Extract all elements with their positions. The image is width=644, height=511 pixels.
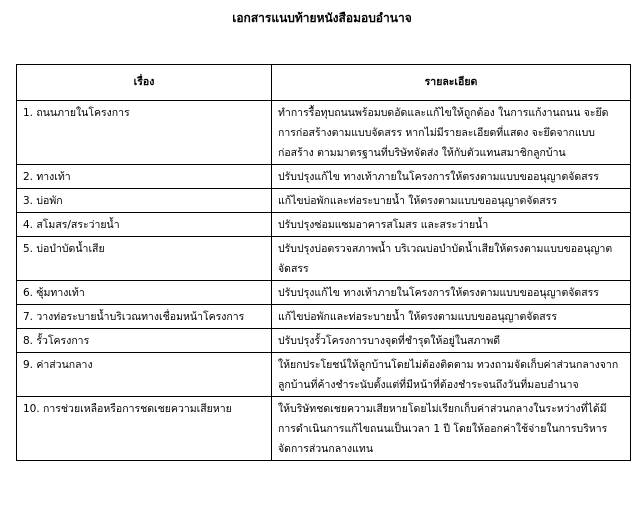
table-row: [17, 353, 631, 397]
table-header-row: [17, 65, 631, 101]
row-detail: ปรับปรุงซ่อมแซมอาคารสโมสร และสระว่ายน้ำ: [272, 213, 631, 237]
column-header-detail: รายละเอียด: [272, 65, 631, 101]
row-topic: 10. การช่วยเหลือหรือการชดเชยความเสียหาย: [17, 397, 272, 461]
table-row: [17, 397, 631, 461]
row-detail: ปรับปรุงแก้ไข ทางเท้าภายในโครงการให้ตรงตามแบบขออนุญาตจัดสรร: [272, 281, 631, 305]
row-detail: ปรับปรุงแก้ไข ทางเท้าภายในโครงการให้ตรงตามแบบขออนุญาตจัดสรร: [272, 165, 631, 189]
document-title: เอกสารแนบท้ายหนังสือมอบอำนาจ: [232, 11, 412, 25]
row-detail: ให้บริษัทชดเชยความเสียหายโดยไม่เรียกเก็บค่าส่วนกลางในระหว่างที่ได้มีการดำเนินการแก้ไขถนนเป็นเวลา 1 ปี โดยให้ออกค่าใช้จ่ายในการบริหารจัดการส่วนกลางแทน: [272, 397, 631, 461]
row-topic: 3. บ่อพัก: [17, 189, 272, 213]
table-row: [17, 237, 631, 281]
row-detail: แก้ไขบ่อพักและท่อระบายน้ำ ให้ตรงตามแบบขออนุญาตจัดสรร: [272, 305, 631, 329]
row-topic: 2. ทางเท้า: [17, 165, 272, 189]
table-row: [17, 165, 631, 189]
row-detail: แก้ไขบ่อพักและท่อระบายน้ำ ให้ตรงตามแบบขออนุญาตจัดสรร: [272, 189, 631, 213]
table-row: [17, 213, 631, 237]
table-row: [17, 305, 631, 329]
row-topic: 4. สโมสร/สระว่ายน้ำ: [17, 213, 272, 237]
row-topic: 1. ถนนภายในโครงการ: [17, 101, 272, 165]
row-topic: 7. วางท่อระบายน้ำบริเวณทางเชื่อมหน้าโครงการ: [17, 305, 272, 329]
row-topic: 8. รั้วโครงการ: [17, 329, 272, 353]
table-row: [17, 281, 631, 305]
row-topic: 6. ซุ้มทางเท้า: [17, 281, 272, 305]
column-header-topic: เรื่อง: [17, 65, 272, 101]
table-row: [17, 189, 631, 213]
table-row: [17, 329, 631, 353]
row-topic: 9. ค่าส่วนกลาง: [17, 353, 272, 397]
row-topic: 5. บ่อบำบัดน้ำเสีย: [17, 237, 272, 281]
attachment-table: [16, 64, 631, 461]
row-detail: ปรับปรุงบ่อตรวจสภาพน้ำ บริเวณบ่อบำบัดน้ำเสียให้ตรงตามแบบขออนุญาตจัดสรร: [272, 237, 631, 281]
table-row: [17, 101, 631, 165]
row-detail: ให้ยกประโยชน์ให้ลูกบ้านโดยไม่ต้องติดตาม ทวงถามจัดเก็บค่าส่วนกลางจากลูกบ้านที่ค้างชำระนับตั้งแต่ที่มีหน้าที่ต้องชำระจนถึงวันที่มอบอำนาจ: [272, 353, 631, 397]
row-detail: ทำการรื้อทุบถนนพร้อมบดอัดและแก้ไขให้ถูกต้อง ในการแก้งานถนน จะยึดการก่อสร้างตามแบบจัดสรร หากไม่มีรายละเอียดที่แสดง จะยึดจากแบบก่อสร้าง ตามมาตรฐานที่บริษัทจัดส่ง ให้กับตัวแทนสมาชิกลูกบ้าน: [272, 101, 631, 165]
row-detail: ปรับปรุงรั้วโครงการบางจุดที่ชำรุดให้อยู่ในสภาพดี: [272, 329, 631, 353]
